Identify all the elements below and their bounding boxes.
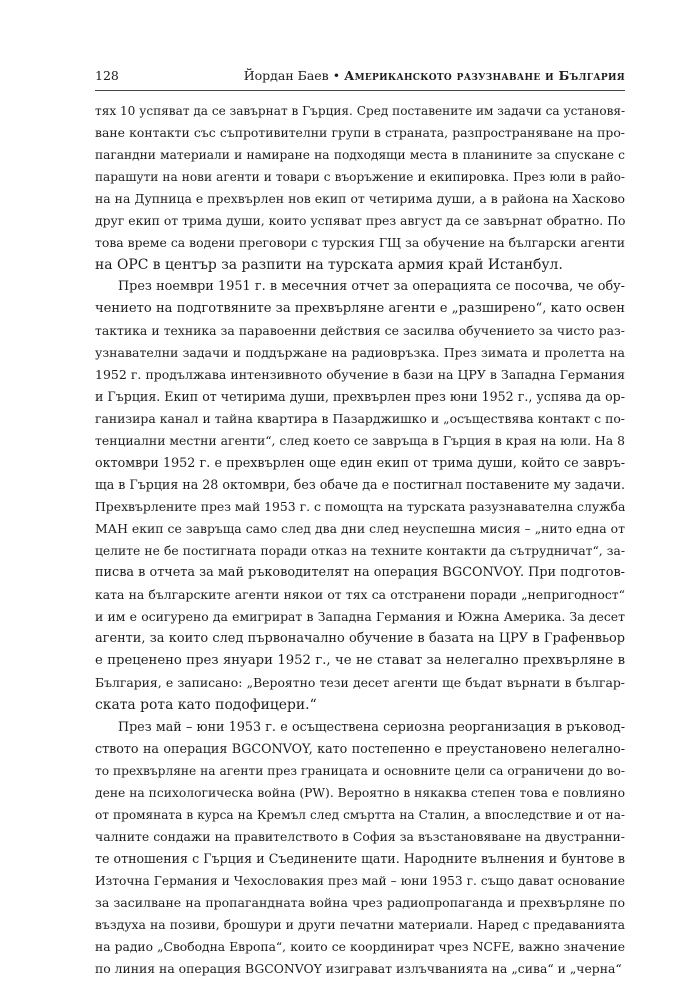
text-line: узнавателни задачи и поддържане на радиовръзка. През зимата и пролетта на xyxy=(95,345,625,360)
text-line: МАН екип се завръща само след два дни след неуспешна мисия – „нито една от xyxy=(95,521,625,536)
text-line: въздуха на позиви, брошури и други печатни материали. Наред с предаванията xyxy=(95,917,625,932)
text-line: писва в отчета за май ръководителят на операция BGCONVOY. При подготов- xyxy=(95,565,625,580)
text-line: ване контакти със съпротивителни групи в страната, разпространяване на про- xyxy=(95,125,625,140)
header-separator: • xyxy=(332,68,341,83)
book-title: Американското разузнаване и България xyxy=(344,68,625,83)
text-line: целите не бе постигната поради отказ на техните контакти да сътрудничат“, за- xyxy=(95,544,625,558)
text-line: агенти, за които след първоначално обучение в базата на ЦРУ в Графенвьор xyxy=(95,631,625,646)
text-line: и Гърция. Екип от четирима души, прехвърлен през юни 1952 г., успява да ор- xyxy=(95,389,625,404)
text-line: Източна Германия и Чехословакия през май – юни 1953 г. също дават основание xyxy=(95,874,625,888)
text-line: ската рота като подофицери.“ xyxy=(95,697,317,713)
text-line: е преценено през януари 1952 г., че не стават за нелегално прехвърляне в xyxy=(95,653,625,668)
text-line: те отношения с Гърция и Съединените щати. Народните вълнения и бунтове в xyxy=(95,851,625,866)
text-line: за засилване на пропагандната война чрез радиопропаганда и прехвърляне по xyxy=(95,895,625,910)
text-line: ганизира канал и тайна квартира в Пазарджишко и „осъществява контакт с по- xyxy=(95,411,625,426)
text-line: парашути на нови агенти и товари с въоръжение и екипировка. През юли в райо- xyxy=(95,170,625,184)
header-rule xyxy=(95,90,625,91)
text-line: тях 10 успяват да се завърнат в Гърция. Сред поставените им задачи са установя- xyxy=(95,104,625,118)
text-line: 1952 г. продължава интензивното обучение в бази на ЦРУ в Западна Германия xyxy=(95,367,625,382)
paragraph xyxy=(95,716,625,980)
text-line: това време са водени преговори с турския ГЩ за обучение на български агенти xyxy=(95,235,625,250)
text-line: на радио „Свободна Европа“, които се координират чрез NCFE, важно значение xyxy=(95,940,625,954)
text-line: ща в Гърция на 28 октомври, без обаче да е постигнал поставените му задачи. xyxy=(95,477,625,492)
text-line: чалните сондажи на правителството в София за възстановяване на двустранни- xyxy=(95,829,625,844)
text-line: на на Дупница е прехвърлен нов екип от четирима души, а в района на Хасково xyxy=(95,191,625,206)
paragraph xyxy=(95,276,625,716)
text-line: и им е осигурено да емигрират в Западна Германия и Южна Америка. За десет xyxy=(95,609,625,624)
text-line: от промяната в курса на Кремъл след смъртта на Сталин, а впоследствие и от на- xyxy=(95,808,625,822)
running-head xyxy=(244,66,625,86)
page-number: 128 xyxy=(95,68,119,83)
text-line: ството на операция BGCONVOY, като постепенно е преустановено нелегално- xyxy=(95,741,625,756)
text-line: През май – юни 1953 г. е осъществена сериозна реорганизация в ръковод- xyxy=(118,719,625,734)
text-line: България, е записано: „Вероятно тези десет агенти ще бъдат върнати в българ- xyxy=(95,675,625,690)
text-line: тенциални местни агенти“, след което се завръща в Гърция в края на юли. На 8 xyxy=(95,433,625,448)
text-line: Прехвърлените през май 1953 г. с помощта на турската разузнавателна служба xyxy=(95,499,625,514)
text-line: октомври 1952 г. е прехвърлен още един екип от трима души, който се завръ- xyxy=(95,455,625,470)
paragraph xyxy=(95,100,625,276)
text-line: тактика и техника за паравоенни действия се засилва обучението за чисто раз- xyxy=(95,323,625,338)
running-header xyxy=(95,66,625,86)
body-text xyxy=(95,100,625,980)
text-line: по линия на операция BGCONVOY изиграват излъчванията на „сива“ и „черна“ xyxy=(95,961,622,976)
text-line: чението на подготвяните за прехвърляне агенти е „разширено“, като освен xyxy=(95,301,625,316)
author-name: Йордан Баев xyxy=(243,68,329,83)
text-line: дене на психологическа война (PW). Вероятно в някаква степен това е повлияно xyxy=(95,786,625,800)
text-line: пагандни материали и намиране на подходящи места в планините за спускане с xyxy=(95,148,625,162)
text-line: ката на българските агенти някои от тях са отстранени поради „непригодност“ xyxy=(95,587,625,602)
text-line: друг екип от трима души, които успяват през август да се завърнат обратно. По xyxy=(95,213,625,228)
text-line: на ОРС в център за разпити на турската армия край Истанбул. xyxy=(95,257,563,273)
text-line: През ноември 1951 г. в месечния отчет за операцията се посочва, че обу- xyxy=(118,279,625,294)
text-line: то прехвърляне на агенти през границата и основните цели са ограничени до во- xyxy=(95,764,625,778)
